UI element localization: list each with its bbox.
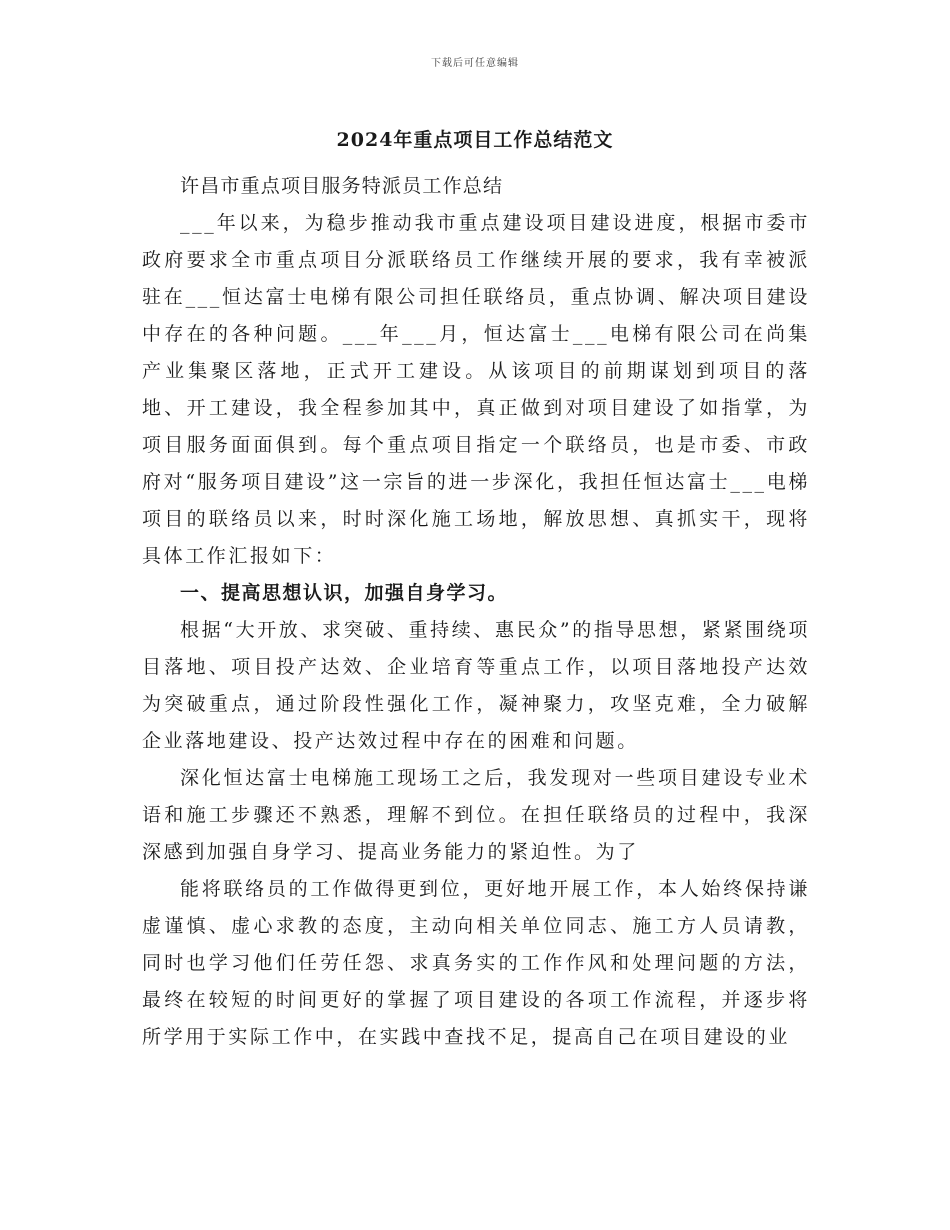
document-body [142, 168, 810, 1056]
paragraph-guiding-thought: 根据“大开放、求突破、重持续、惠民众”的指导思想，紧紧围绕项目落地、项目投产达效、企业培育等重点工作，以项目落地投产达效为突破重点，通过阶段性强化工作，凝神聚力，攻坚克难，全力破解企业落地建设、投产达效过程中存在的困难和问题。 [142, 619, 810, 752]
paragraph-work-attitude: 能将联络员的工作做得更到位，更好地开展工作，本人始终保持谦虚谨慎、虚心求教的态度，主动向相关单位同志、施工方人员请教，同时也学习他们任劳任怨、求真务实的工作作风和处理问题的方法，最终在较短的时间更好的掌握了项目建设的各项工作流程，并逐步将所学用于实际工作中，在实践中查找不足，提高自己在项目建设的业 [142, 878, 810, 1048]
header-note: 下载后可任意编辑 [431, 58, 519, 69]
document-subtitle: 许昌市重点项目服务特派员工作总结 [180, 175, 504, 197]
paragraph-site-learning: 深化恒达富士电梯施工现场工之后，我发现对一些项目建设专业术语和施工步骤还不熟悉，理解不到位。在担任联络员的过程中，我深深感到加强自身学习、提高业务能力的紧迫性。为了 [142, 767, 810, 863]
document-title: 2024年重点项目工作总结范文 [336, 129, 614, 151]
paragraph-intro: ___年以来，为稳步推动我市重点建设项目建设进度，根据市委市政府要求全市重点项目分派联络员工作继续开展的要求，我有幸被派驻在___恒达富士电梯有限公司担任联络员，重点协调、解决项目建设中存在的各种问题。___年___月，恒达富士___电梯有限公司在尚集产业集聚区落地，正式开工建设。从该项目的前期谋划到项目的落地、开工建设，我全程参加其中，真正做到对项目建设了如指掌，为项目服务面面俱到。每个重点项目指定一个联络员，也是市委、市政府对“服务项目建设”这一宗旨的进一步深化，我担任恒达富士___电梯项目的联络员以来，时时深化施工场地，解放思想、真抓实干，现将具体工作汇报如下： [142, 212, 810, 567]
section-heading-1: 一、提高思想认识，加强自身学习。 [180, 582, 509, 604]
